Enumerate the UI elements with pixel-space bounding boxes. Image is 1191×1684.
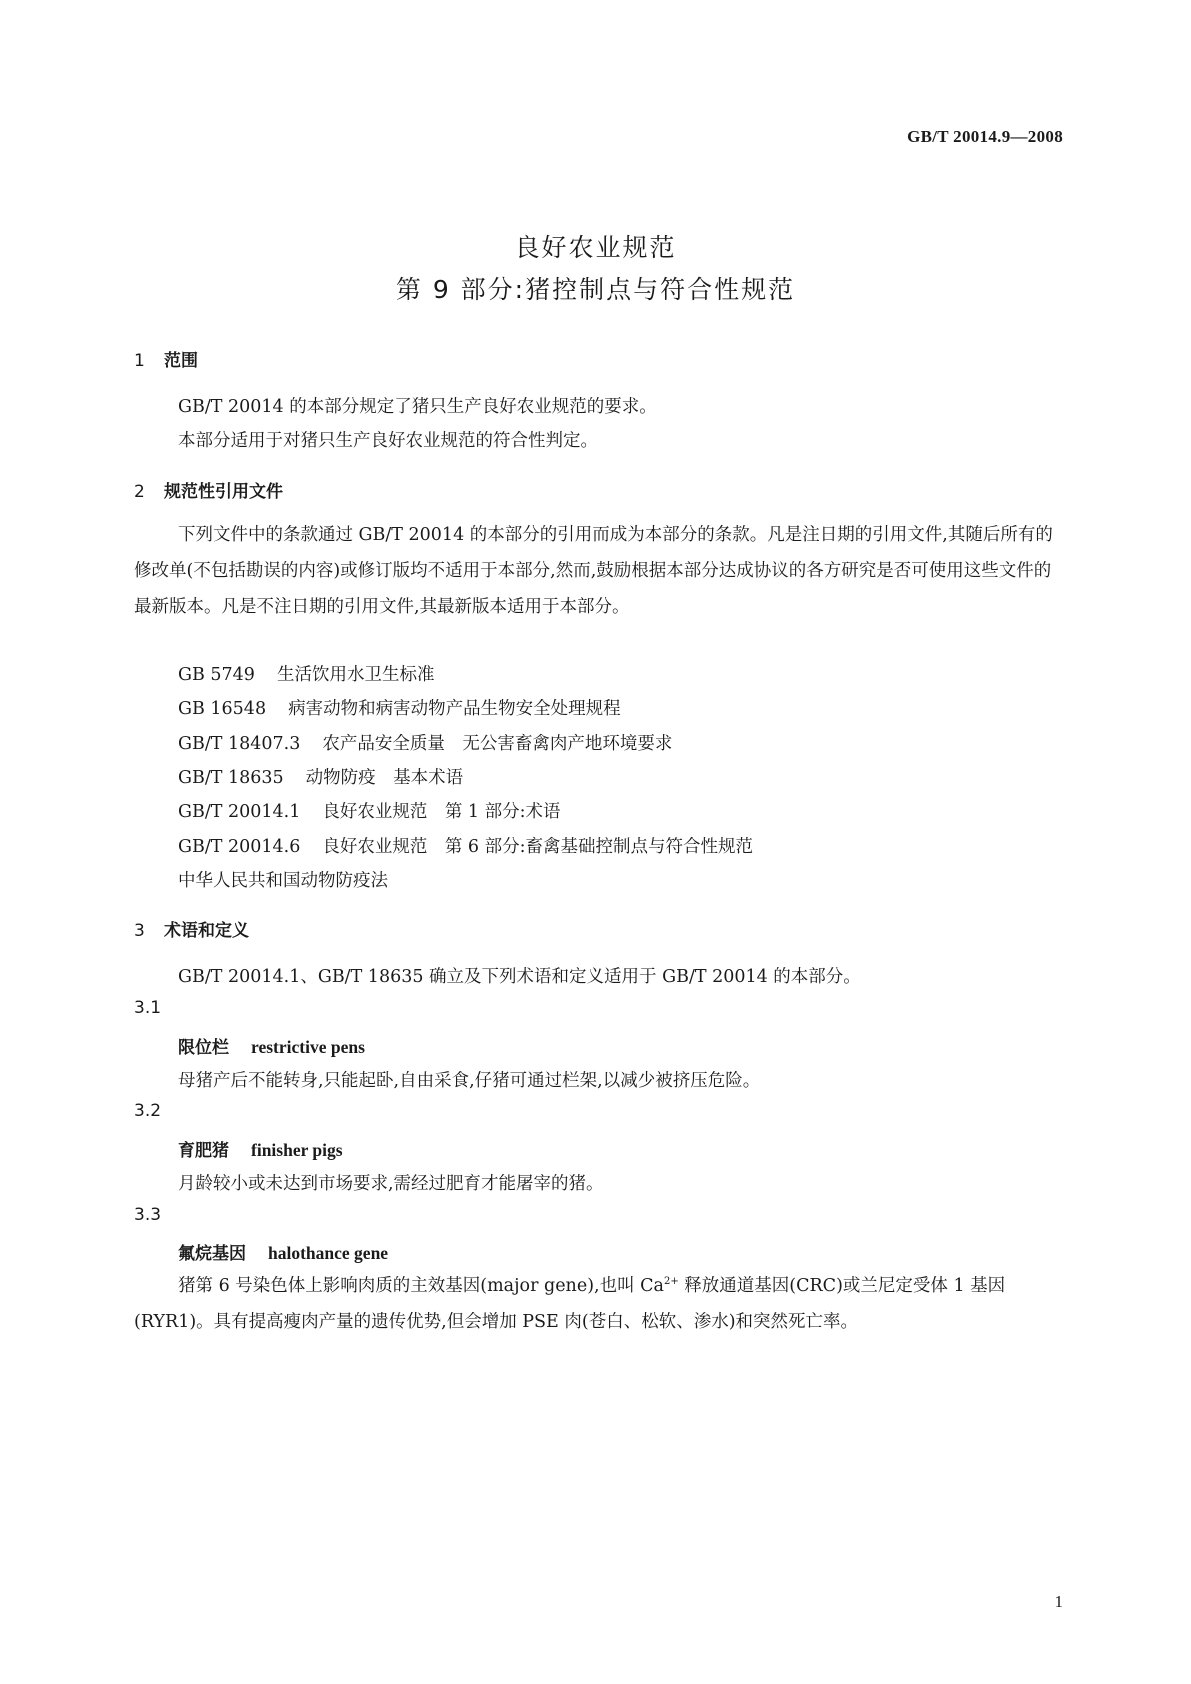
term-name bbox=[178, 1136, 343, 1161]
term-en: halothance gene bbox=[268, 1243, 389, 1263]
reference-code: GB 16548 bbox=[178, 699, 267, 719]
reference-title: 生活饮用水卫生标准 bbox=[276, 665, 435, 685]
section-number: 2 bbox=[134, 482, 145, 502]
section-2-heading bbox=[134, 477, 283, 502]
term-definition: 母猪产后不能转身,只能起卧,自由采食,仔猪可通过栏架,以减少被挤压危险。 bbox=[178, 1071, 761, 1091]
section-3-heading bbox=[134, 916, 249, 941]
reference-item bbox=[178, 661, 434, 686]
term-en: restrictive pens bbox=[251, 1037, 365, 1057]
reference-code: GB/T 20014.1 bbox=[178, 802, 301, 822]
term-definition: 月龄较小或未达到市场要求,需经过肥育才能屠宰的猪。 bbox=[178, 1174, 604, 1194]
page-number: 1 bbox=[1054, 1592, 1063, 1611]
section-title: 规范性引用文件 bbox=[164, 482, 283, 502]
reference-item bbox=[178, 695, 621, 720]
term-definition-part: 猪第 6 号染色体上影响肉质的主效基因(major gene),也叫 Ca bbox=[178, 1276, 664, 1296]
reference-code: GB/T 18635 bbox=[178, 768, 284, 788]
section-title: 范围 bbox=[164, 351, 198, 371]
term-definition-part: 释放通道基因(CRC)或兰尼定受体 1 基因(RYR1)。具有提高瘦肉产量的遗传优势,但会增加 PSE 肉(苍白、松软、渗水)和突然死亡率。 bbox=[134, 1276, 1006, 1332]
term-cn: 限位栏 bbox=[178, 1038, 229, 1058]
scope-paragraph-1: GB/T 20014 的本部分规定了猪只生产良好农业规范的要求。 bbox=[178, 397, 657, 417]
reference-title: 病害动物和病害动物产品生物安全处理规程 bbox=[288, 699, 621, 719]
reference-code: GB/T 20014.6 bbox=[178, 837, 301, 857]
reference-title: 农产品安全质量 无公害畜禽肉产地环境要求 bbox=[322, 734, 673, 754]
term-definition bbox=[134, 1264, 1066, 1340]
term-number: 3.3 bbox=[134, 1205, 162, 1225]
reference-code: GB 5749 bbox=[178, 665, 255, 685]
term-en: finisher pigs bbox=[251, 1140, 343, 1160]
reference-title: 动物防疫 基本术语 bbox=[305, 768, 464, 788]
term-number: 3.2 bbox=[134, 1101, 162, 1121]
reference-law: 中华人民共和国动物防疫法 bbox=[178, 871, 388, 891]
reference-item bbox=[178, 764, 463, 789]
term-name bbox=[178, 1239, 388, 1264]
superscript-charge: 2+ bbox=[663, 1276, 679, 1287]
standard-number: GB/T 20014.9—2008 bbox=[907, 127, 1063, 146]
section-1-heading bbox=[134, 346, 198, 371]
section-number: 3 bbox=[134, 921, 145, 941]
term-name bbox=[178, 1033, 365, 1058]
reference-item bbox=[178, 833, 753, 858]
document-subtitle: 第 9 部分:猪控制点与符合性规范 bbox=[395, 275, 796, 304]
term-number: 3.1 bbox=[134, 998, 162, 1018]
reference-code: GB/T 18407.3 bbox=[178, 734, 301, 754]
reference-item bbox=[178, 798, 561, 823]
reference-title: 良好农业规范 第 6 部分:畜禽基础控制点与符合性规范 bbox=[322, 837, 753, 857]
scope-paragraph-2: 本部分适用于对猪只生产良好农业规范的符合性判定。 bbox=[178, 431, 598, 451]
reference-title: 良好农业规范 第 1 部分:术语 bbox=[322, 802, 561, 822]
terms-intro: GB/T 20014.1、GB/T 18635 确立及下列术语和定义适用于 GB/T 20014 的本部分。 bbox=[178, 967, 861, 987]
section-number: 1 bbox=[134, 351, 145, 371]
section-title: 术语和定义 bbox=[164, 921, 249, 941]
term-cn: 育肥猪 bbox=[178, 1141, 229, 1161]
references-intro: 下列文件中的条款通过 GB/T 20014 的本部分的引用而成为本部分的条款。凡是注日期的引用文件,其随后所有的修改单(不包括勘误的内容)或修订版均不适用于本部分,然而,鼓励根据本部分达成协议的各方研究是否可使用这些文件的最新版本。凡是不注日期的引用文件,其最新版本适用于本部分。 bbox=[134, 525, 1053, 617]
reference-item bbox=[178, 730, 672, 755]
document-title: 良好农业规范 bbox=[514, 233, 677, 262]
term-cn: 氟烷基因 bbox=[178, 1244, 246, 1264]
